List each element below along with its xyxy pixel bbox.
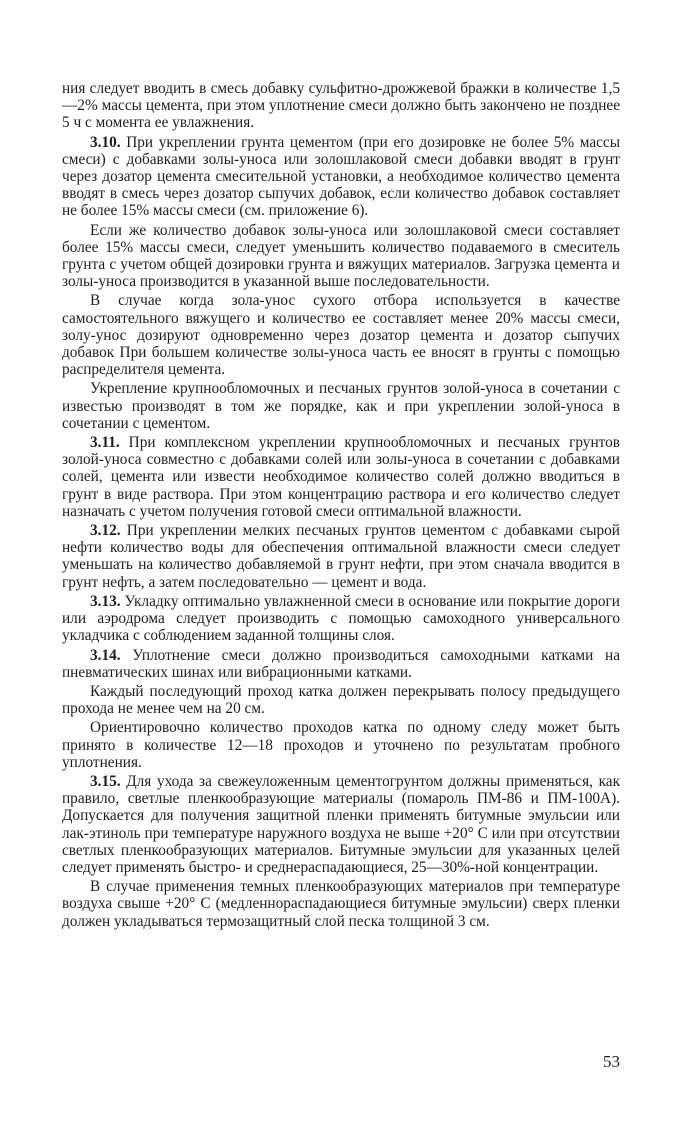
section-number: 3.12. — [90, 522, 121, 540]
paragraph — [62, 878, 620, 930]
paragraph-text: Укладку оптимально увлажненной смеси в основание или покрытие дороги или аэродрома следует производить с помощью самоходного универсального укладчика с соблюдением заданной толщины слоя. — [62, 592, 620, 645]
paragraph-text: Уплотнение смеси должно производиться самоходными катками на пневматических шинах или вибрационными катками. — [62, 646, 620, 681]
section-number: 3.15. — [90, 772, 121, 790]
section-number: 3.10. — [90, 133, 121, 151]
paragraph-text: В случае когда зола-унос сухого отбора используется в качестве самостоятельного вяжущего и количество ее составляет менее 20% массы смеси, золу-унос дозируют одновременно через дозатор цемента и дозатор сыпучих добавок При большем количестве золы-уноса часть ее вносят в грунты с помощью распределителя цемента. — [62, 292, 620, 379]
section-3-13 — [62, 593, 620, 645]
section-number: 3.14. — [90, 646, 121, 664]
section-3-12 — [62, 522, 620, 591]
paragraph-continuation — [62, 80, 620, 132]
paragraph — [62, 683, 620, 717]
paragraph-text: При комплексном укреплении крупнообломочных и песчаных грунтов золой-уноса совместно с добавками солей или золы-уноса в сочетании с добавками солей, цемента или извести необходимое количество солей должно вводиться в грунт в виде раствора. При этом концентрацию раствора и его количество следует назначать с учетом получения готовой смеси оптимальной влажности. — [62, 434, 620, 520]
paragraph-text: При укреплении мелких песчаных грунтов цементом с добавками сырой нефти количество воды для обеспечения оптимальной влажности смеси следует уменьшать на количество добавляемой в грунт нефти, при этом сначала вводится в грунт нефть, а затем последовательно — цемент и вода. — [62, 522, 620, 591]
paragraph-text: При укреплении грунта цементом (при его дозировке не более 5% массы смеси) с добавками золы-уноса или золошлаковой смеси добавки вводят в грунт через дозатор цемента смесительной установки, а необходимое количество цемента вводят в смесь через дозатор сыпучих добавок, если количество добавок составляет не более 15% массы смеси (см. приложение 6). — [62, 133, 620, 220]
paragraph-text: Ориентировочно количество проходов катка по одному следу может быть принято в количестве 12—18 проходов и уточнено по результатам пробного уплотнения. — [62, 719, 620, 771]
paragraph — [62, 292, 620, 378]
paragraph — [62, 380, 620, 432]
section-3-10 — [62, 134, 620, 220]
paragraph — [62, 222, 620, 291]
paragraph-text: Каждый последующий проход катка должен перекрывать полосу предыдущего прохода не менее чем на 20 см. — [62, 682, 620, 718]
paragraph-text: Если же количество добавок золы-уноса или золошлаковой смеси составляет более 15% массы смеси, следует уменьшить количество подаваемого в смеситель грунта с учетом общей дозировки грунта и вяжущих материалов. Загрузка цемента и золы-уноса производится в указанной выше последовательности. — [62, 221, 620, 291]
section-number: 3.11. — [90, 434, 120, 452]
section-3-11 — [62, 434, 620, 520]
paragraph-text: Для ухода за свежеуложенным цементогрунтом должны применяться, как правило, светлые пленкообразующие материалы (помароль ПМ-86 и ПМ-100А). Допускается для получения защитной пленки применять битумные эмульсии или лак-этиноль при температуре наружного воздуха не выше +20° С или при отсутствии светлых пленкообразующих материалов. Битумные эмульсии для указанных целей следует применять быстро- и среднераспадающиеся, 25—30%-ной концентрации. — [62, 772, 621, 876]
section-3-15 — [62, 773, 620, 876]
section-number: 3.13. — [90, 592, 121, 610]
page-number: 53 — [603, 1052, 620, 1071]
paragraph-text: В случае применения темных пленкообразующих материалов при температуре воздуха свыше +20° С (медленнораспадающиеся битумные эмульсии) сверх пленки должен укладываться термозащитный слой песка толщиной 3 см. — [62, 878, 620, 930]
document-page — [62, 80, 620, 932]
section-3-14 — [62, 647, 620, 681]
paragraph — [62, 719, 620, 771]
paragraph-text: ния следует вводить в смесь добавку сульфитно-дрожжевой бражки в количестве 1,5—2% массы цемента, при этом уплотнение смеси должно быть закончено не позднее 5 ч с момента ее увлажнения. — [62, 80, 620, 132]
paragraph-text: Укрепление крупнообломочных и песчаных грунтов золой-уноса в сочетании с известью производят в том же порядке, как и при укреплении золой-уноса в сочетании с цементом. — [62, 380, 620, 432]
